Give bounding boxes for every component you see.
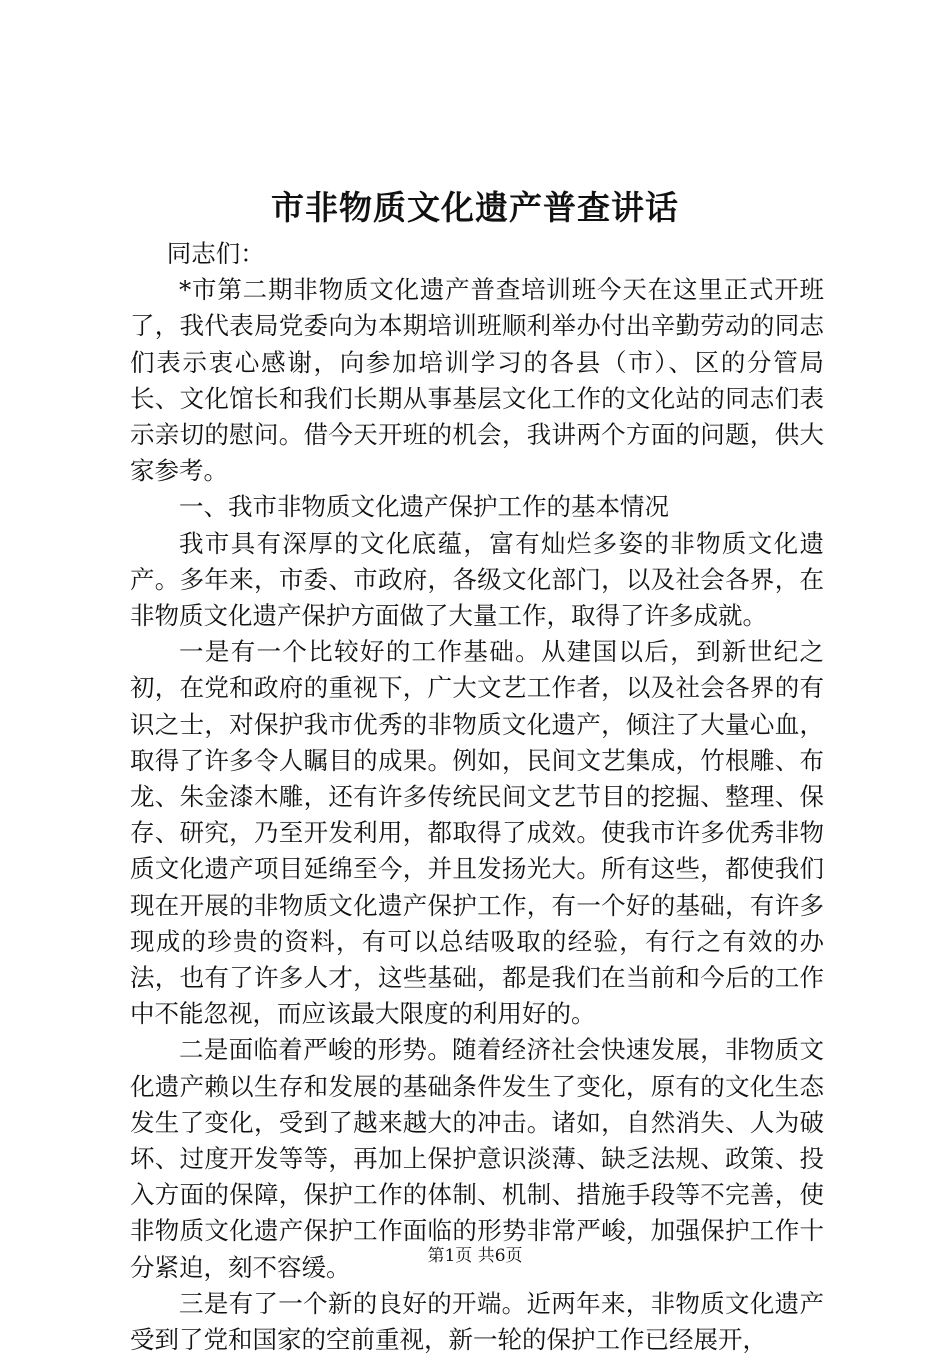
page-number-footer: 第1页 共6页	[427, 1246, 523, 1266]
salutation-paragraph: 同志们：	[166, 239, 265, 268]
opening-paragraph: *市第二期非物质文化遗产普查培训班今天在这里正式开班了，我代表局党委向为本期培训班顺利举办付出辛勤劳动的同志们表示衷心感谢，向参加培训学习的各县（市）、区的分管局长、文化馆长和我们长期从事基层文化工作的文化站的同志们表示亲切的慰问。借今天开班的机会，我讲两个方面的问题，供大家参考。	[130, 275, 824, 486]
body-paragraph: 三是有了一个新的良好的开端。近两年来，非物质文化遗产受到了党和国家的空前重视，新一轮的保护工作已经展开，	[130, 1288, 824, 1355]
body-paragraph: 二是面临着严峻的形势。随着经济社会快速发展，非物质文化遗产赖以生存和发展的基础条件发生了变化，原有的文化生态发生了变化，受到了越来越大的冲击。诸如，自然消失、人为破坏、过度开发等等，再加上保护意识淡薄、缺乏法规、政策、投入方面的保障，保护工作的体制、机制、措施手段等不完善，使非物质文化遗产保护工作面临的形势非常严峻，加强保护工作十分紧迫，刻不容缓。	[130, 1035, 824, 1282]
body-paragraph: 一是有一个比较好的工作基础。从建国以后，到新世纪之初，在党和政府的重视下，广大文艺工作者，以及社会各界的有识之士，对保护我市优秀的非物质文化遗产，倾注了大量心血，取得了许多令人瞩目的成果。例如，民间文艺集成，竹根雕、布龙、朱金漆木雕，还有许多传统民间文艺节目的挖掘、整理、保存、研究，乃至开发利用，都取得了成效。使我市许多优秀非物质文化遗产项目延绵至今，并且发扬光大。所有这些，都使我们现在开展的非物质文化遗产保护工作，有一个好的基础，有许多现成的珍贵的资料，有可以总结吸取的经验，有行之有效的办法，也有了许多人才，这些基础，都是我们在当前和今后的工作中不能忽视，而应该最大限度的利用好的。	[130, 637, 824, 1029]
body-paragraph: 我市具有深厚的文化底蕴，富有灿烂多姿的非物质文化遗产。多年来，市委、市政府，各级文化部门，以及社会各界，在非物质文化遗产保护方面做了大量工作，取得了许多成就。	[130, 528, 824, 631]
document-body	[130, 236, 824, 1358]
document-title: 市非物质文化遗产普查讲话	[271, 188, 679, 227]
section-heading: 一、我市非物质文化遗产保护工作的基本情况	[179, 492, 669, 522]
